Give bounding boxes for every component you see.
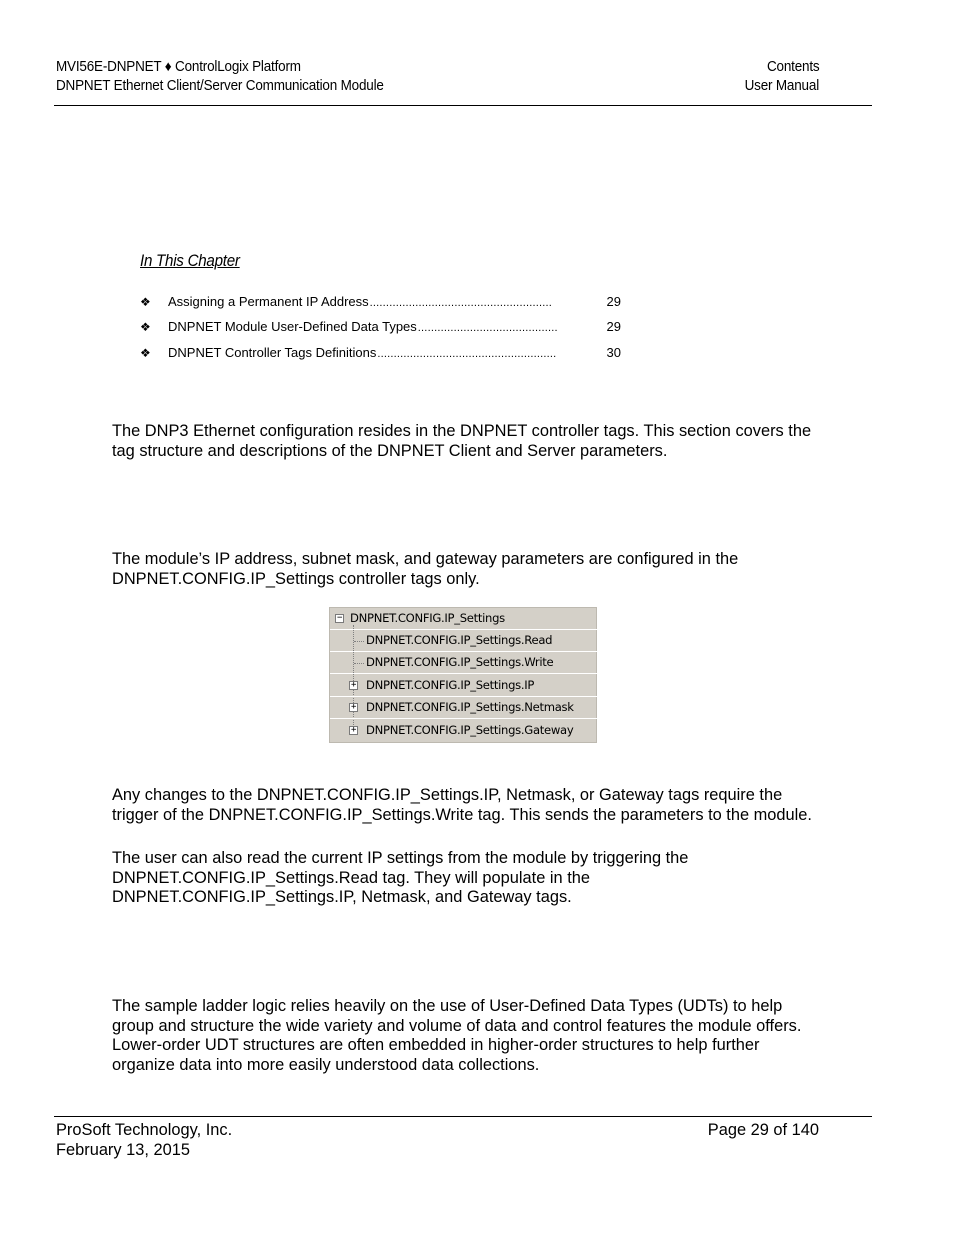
udt-paragraph: The sample ladder logic relies heavily on the use of User-Defined Data Types (UDTs) to help group and structure the wide variety and volume of data and control features the module offers. Lower-order UDT structures are often embedded in higher-order structures to help further organize data into more easily understood data collections. — [112, 997, 802, 1074]
footer-date: February 13, 2015 — [56, 1141, 190, 1159]
ip-settings-paragraph: The module’s IP address, subnet mask, and gateway parameters are configured in the DNPNET.CONFIG.IP_Settings controller tags only. — [112, 550, 739, 588]
tree-row-read[interactable] — [330, 630, 598, 652]
footer-page-number: Page 29 of 140 — [707, 1121, 819, 1139]
tree-row-label: DNPNET.CONFIG.IP_Settings.Netmask — [366, 700, 574, 714]
toc-entry[interactable] — [140, 340, 621, 360]
header-product-title: MVI56E-DNPNET ♦ ControlLogix Platform — [56, 59, 301, 75]
read-paragraph: The user can also read the current IP settings from the module by triggering the DNPNET.CONFIG.IP_Settings.Read tag. They will populate in the DNPNET.CONFIG.IP_Settings.IP, Netmask, and Gateway tags. — [112, 849, 689, 907]
chapter-heading: In This Chapter — [140, 252, 240, 270]
toc-entry-label: DNPNET Module User-Defined Data Types — [168, 319, 417, 334]
tree-row-write[interactable] — [330, 652, 598, 674]
diamond-bullet-icon: ❖ — [140, 320, 151, 334]
footer-rule — [54, 1116, 872, 1117]
tree-row-label: DNPNET.CONFIG.IP_Settings.Read — [366, 633, 553, 647]
diamond-bullet-icon: ❖ — [140, 346, 151, 360]
toc-page-number: 30 — [606, 345, 621, 360]
toc-entry-label: Assigning a Permanent IP Address — [168, 294, 369, 309]
tree-row-netmask[interactable] — [330, 697, 598, 719]
tree-row-label: DNPNET.CONFIG.IP_Settings — [350, 611, 505, 625]
header-doc-type: User Manual — [744, 78, 819, 94]
toc-entry-label: DNPNET Controller Tags Definitions — [168, 345, 377, 360]
tree-row-root[interactable] — [330, 608, 598, 630]
toc-leader: ....................................................... — [377, 348, 557, 360]
toc-entry[interactable] — [140, 314, 621, 334]
footer-company: ProSoft Technology, Inc. — [56, 1121, 233, 1139]
toc-entry[interactable] — [140, 289, 621, 309]
diamond-bullet-icon: ❖ — [140, 295, 151, 309]
tree-row-ip[interactable] — [330, 675, 598, 697]
tree-row-gateway[interactable] — [330, 720, 598, 742]
expand-icon[interactable]: + — [350, 725, 357, 735]
toc-leader: ........................................... — [417, 322, 558, 334]
changes-paragraph: Any changes to the DNPNET.CONFIG.IP_Settings.IP, Netmask, or Gateway tags require the trigger of the DNPNET.CONFIG.IP_Settings.Write tag. This sends the parameters to the module. — [112, 786, 812, 824]
toc-leader: ........................................................ — [369, 297, 553, 309]
header-module-title: DNPNET Ethernet Client/Server Communication Module — [56, 78, 384, 94]
tree-branch-line — [354, 641, 364, 642]
tree-row-label: DNPNET.CONFIG.IP_Settings.Write — [366, 655, 554, 669]
tree-row-label: DNPNET.CONFIG.IP_Settings.IP — [366, 678, 535, 692]
intro-paragraph: The DNP3 Ethernet configuration resides in the DNPNET controller tags. This section covers the tag structure and descriptions of the DNPNET Client and Server parameters. — [112, 422, 812, 460]
header-rule — [54, 105, 872, 106]
toc-page-number: 29 — [606, 319, 621, 334]
collapse-icon[interactable]: − — [336, 613, 343, 623]
tree-row-label: DNPNET.CONFIG.IP_Settings.Gateway — [366, 723, 574, 737]
tree-branch-line — [354, 663, 364, 664]
toc-page-number: 29 — [606, 294, 621, 309]
header-section: Contents — [766, 59, 819, 75]
expand-icon[interactable]: + — [350, 702, 357, 712]
ip-settings-tag-tree — [329, 607, 597, 743]
expand-icon[interactable]: + — [350, 680, 357, 690]
